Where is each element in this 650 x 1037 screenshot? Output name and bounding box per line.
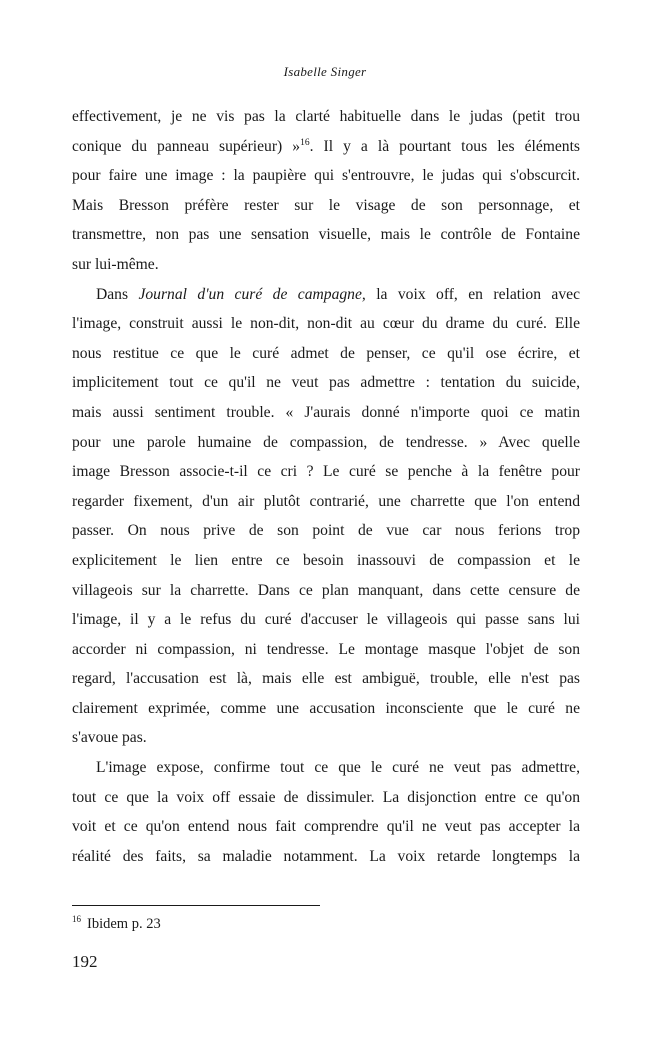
text-line: voit et ce qu'on entend nous fait comprendre qu'il ne veut pas accepter la <box>72 818 580 836</box>
running-head: Isabelle Singer <box>283 64 367 79</box>
text-line <box>72 280 580 310</box>
text-line: clairement exprimée, comme une accusation inconsciente que le curé ne <box>72 699 580 717</box>
text-line: image Bresson associe-t-il ce cri ? Le curé se penche à la fenêtre pour <box>72 463 580 481</box>
text-line: transmettre, non pas une sensation visuelle, mais le contrôle de Fontaine <box>72 226 580 244</box>
footnote-reference: 16 <box>300 137 310 148</box>
text-line: l'image, il y a le refus du curé d'accuser le villageois qui passe sans lui <box>72 611 580 629</box>
text-line: L'image expose, confirme tout ce que le curé ne veut pas admettre, <box>96 759 580 777</box>
text-line: Mais Bresson préfère rester sur le visage de son personnage, et <box>72 196 580 214</box>
footnote-text: Ibidem p. 23 <box>87 916 161 932</box>
footnote-separator <box>72 905 320 906</box>
text-line: sur lui-même. <box>72 255 159 273</box>
text-line: implicitement tout ce qu'il ne veut pas admettre : tentation du suicide, <box>72 374 580 392</box>
text-line: explicitement le lien entre ce besoin inassouvi de compassion et le <box>72 551 580 569</box>
text-fragment: Dans <box>96 285 139 303</box>
body-text <box>72 102 580 871</box>
text-line: regarder fixement, d'un air plutôt contrarié, une charrette que l'on entend <box>72 492 580 510</box>
text-line: l'image, construit aussi le non-dit, non-dit au cœur du drame du curé. Elle <box>72 315 580 333</box>
text-line: pour faire une image : la paupière qui s'entrouvre, le judas qui s'obscurcit. <box>72 167 580 185</box>
text-fragment: conique du panneau supérieur) » <box>72 137 301 155</box>
footnote <box>72 916 161 933</box>
text-fragment: la voix off, en relation avec <box>365 285 580 303</box>
text-line: effectivement, je ne vis pas la clarté habituelle dans le judas (petit trou <box>72 108 580 125</box>
text-line: mais aussi sentiment trouble. « J'aurais donné n'importe quoi ce matin <box>72 403 580 421</box>
text-line: nous restitue ce que le curé admet de penser, ce qu'il ose écrire, et <box>72 344 580 362</box>
text-fragment: . Il y a là pourtant tous les éléments <box>309 137 580 155</box>
paragraph <box>72 280 580 754</box>
paragraph <box>72 102 580 280</box>
text-line: accorder ni compassion, ni tendresse. Le montage masque l'objet de son <box>72 640 580 658</box>
text-line <box>72 132 580 162</box>
text-line: tout ce que la voix off essaie de dissimuler. La disjonction entre ce qu'on <box>72 788 580 806</box>
page-number: 192 <box>72 952 98 971</box>
text-line: réalité des faits, sa maladie notamment. La voix retarde longtemps la <box>72 847 580 865</box>
text-line: regard, l'accusation est là, mais elle est ambiguë, trouble, elle n'est pas <box>72 670 580 688</box>
paragraph <box>72 753 580 871</box>
film-title: Journal d'un curé de campagne, <box>138 285 366 303</box>
text-line: pour une parole humaine de compassion, de tendresse. » Avec quelle <box>72 433 580 451</box>
text-line: s'avoue pas. <box>72 729 147 747</box>
footnote-number: 16 <box>72 914 81 924</box>
text-line: passer. On nous prive de son point de vue car nous ferions trop <box>72 522 580 540</box>
text-line: villageois sur la charrette. Dans ce plan manquant, dans cette censure de <box>72 581 580 599</box>
